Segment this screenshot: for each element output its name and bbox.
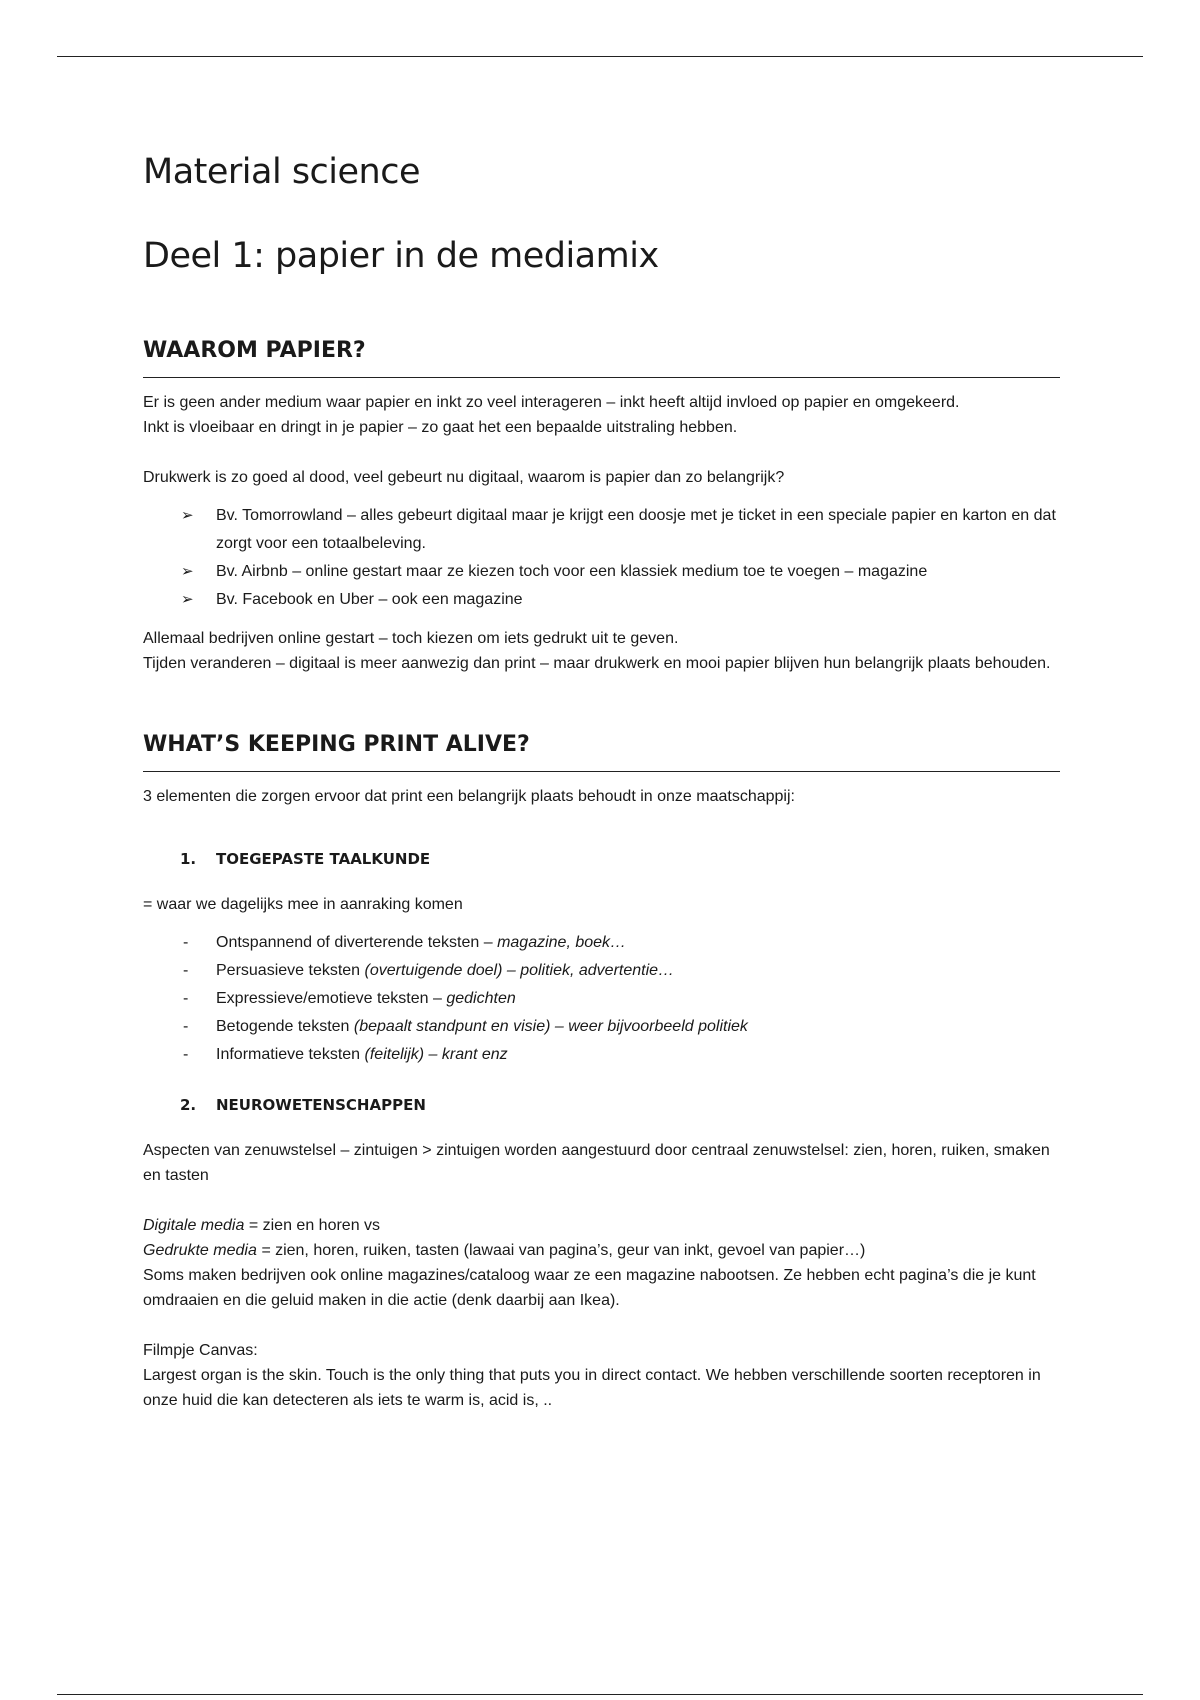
list-item: ➢ Bv. Tomorrowland – alles gebeurt digitaal maar je krijgt een doosje met je ticket in een speciale papier en karton en dat zorgt voor een totaalbeleving.: [143, 502, 1063, 558]
paragraph: = waar we dagelijks mee in aanraking komen: [143, 896, 463, 913]
paragraph: Drukwerk is zo goed al dood, veel gebeurt nu digitaal, waarom is papier dan zo belangrijk?: [143, 469, 785, 486]
list-item: - Betogende teksten (bepaalt standpunt en visie) – weer bijvoorbeeld politiek: [183, 1018, 748, 1035]
arrow-bullet-icon: ➢: [181, 563, 194, 580]
page-top-rule: [57, 56, 1143, 57]
section-heading-waarom-papier: WAAROM PAPIER?: [143, 338, 1060, 378]
paragraph: Tijden veranderen – digitaal is meer aanwezig dan print – maar drukwerk en mooi papier blijven hun belangrijk plaats behouden.: [143, 655, 1051, 672]
document-body: [143, 150, 1063, 1413]
list-item: - Persuasieve teksten (overtuigende doel) – politiek, advertentie…: [183, 962, 675, 979]
paragraph: 3 elementen die zorgen ervoor dat print een belangrijk plaats behoudt in onze maatschappij:: [143, 788, 795, 805]
paragraph: Aspecten van zenuwstelsel – zintuigen > zintuigen worden aangestuurd door centraal zenuwstelsel: zien, horen, ruiken, smaken en tasten: [143, 1142, 1050, 1184]
list-item: - Ontspannend of diverterende teksten – magazine, boek…: [183, 934, 627, 951]
list-item: - Expressieve/emotieve teksten – gedichten: [183, 990, 516, 1007]
subheading-toegepaste-taalkunde: 1. TOEGEPASTE TAALKUNDE: [180, 850, 431, 868]
paragraph: Allemaal bedrijven online gestart – toch kiezen om iets gedrukt uit te geven.: [143, 630, 679, 647]
paragraph: Inkt is vloeibaar en dringt in je papier – zo gaat het een bepaalde uitstraling hebben.: [143, 419, 738, 436]
document-title: Material science: [143, 152, 421, 192]
paragraph: Er is geen ander medium waar papier en inkt zo veel interageren – inkt heeft altijd invloed op papier en omgekeerd.: [143, 394, 960, 411]
paragraph: Soms maken bedrijven ook online magazines/cataloog waar ze een magazine nabootsen. Ze hebben echt pagina’s die je kunt omdraaien en die geluid maken in die actie (denk daarbij aan Ikea).: [143, 1267, 1036, 1309]
subheading-neurowetenschappen: 2. NEUROWETENSCHAPPEN: [180, 1096, 426, 1114]
section-heading-keeping-print-alive: WHAT’S KEEPING PRINT ALIVE?: [143, 732, 1060, 772]
part-title: Deel 1: papier in de mediamix: [143, 236, 659, 276]
dash-bullet-list: [143, 929, 1063, 1069]
list-item: - Informatieve teksten (feitelijk) – krant enz: [183, 1046, 508, 1063]
paragraph: Gedrukte media = zien, horen, ruiken, tasten (lawaai van pagina’s, geur van inkt, gevoel van papier…): [143, 1242, 866, 1259]
list-item: ➢ Bv. Facebook en Uber – ook een magazine: [143, 586, 1063, 614]
paragraph: Largest organ is the skin. Touch is the only thing that puts you in direct contact. We hebben verschillende soorten receptoren in onze huid die kan detecteren als iets te warm is, acid is, ..: [143, 1367, 1041, 1409]
arrow-bullet-list: [143, 502, 1063, 614]
paragraph: Filmpje Canvas:: [143, 1342, 258, 1359]
paragraph: Digitale media = zien en horen vs: [143, 1217, 381, 1234]
list-item: ➢ Bv. Airbnb – online gestart maar ze kiezen toch voor een klassiek medium toe te voegen – magazine: [143, 558, 1063, 586]
arrow-bullet-icon: ➢: [181, 507, 194, 524]
arrow-bullet-icon: ➢: [181, 591, 194, 608]
page-bottom-rule: [57, 1694, 1143, 1695]
